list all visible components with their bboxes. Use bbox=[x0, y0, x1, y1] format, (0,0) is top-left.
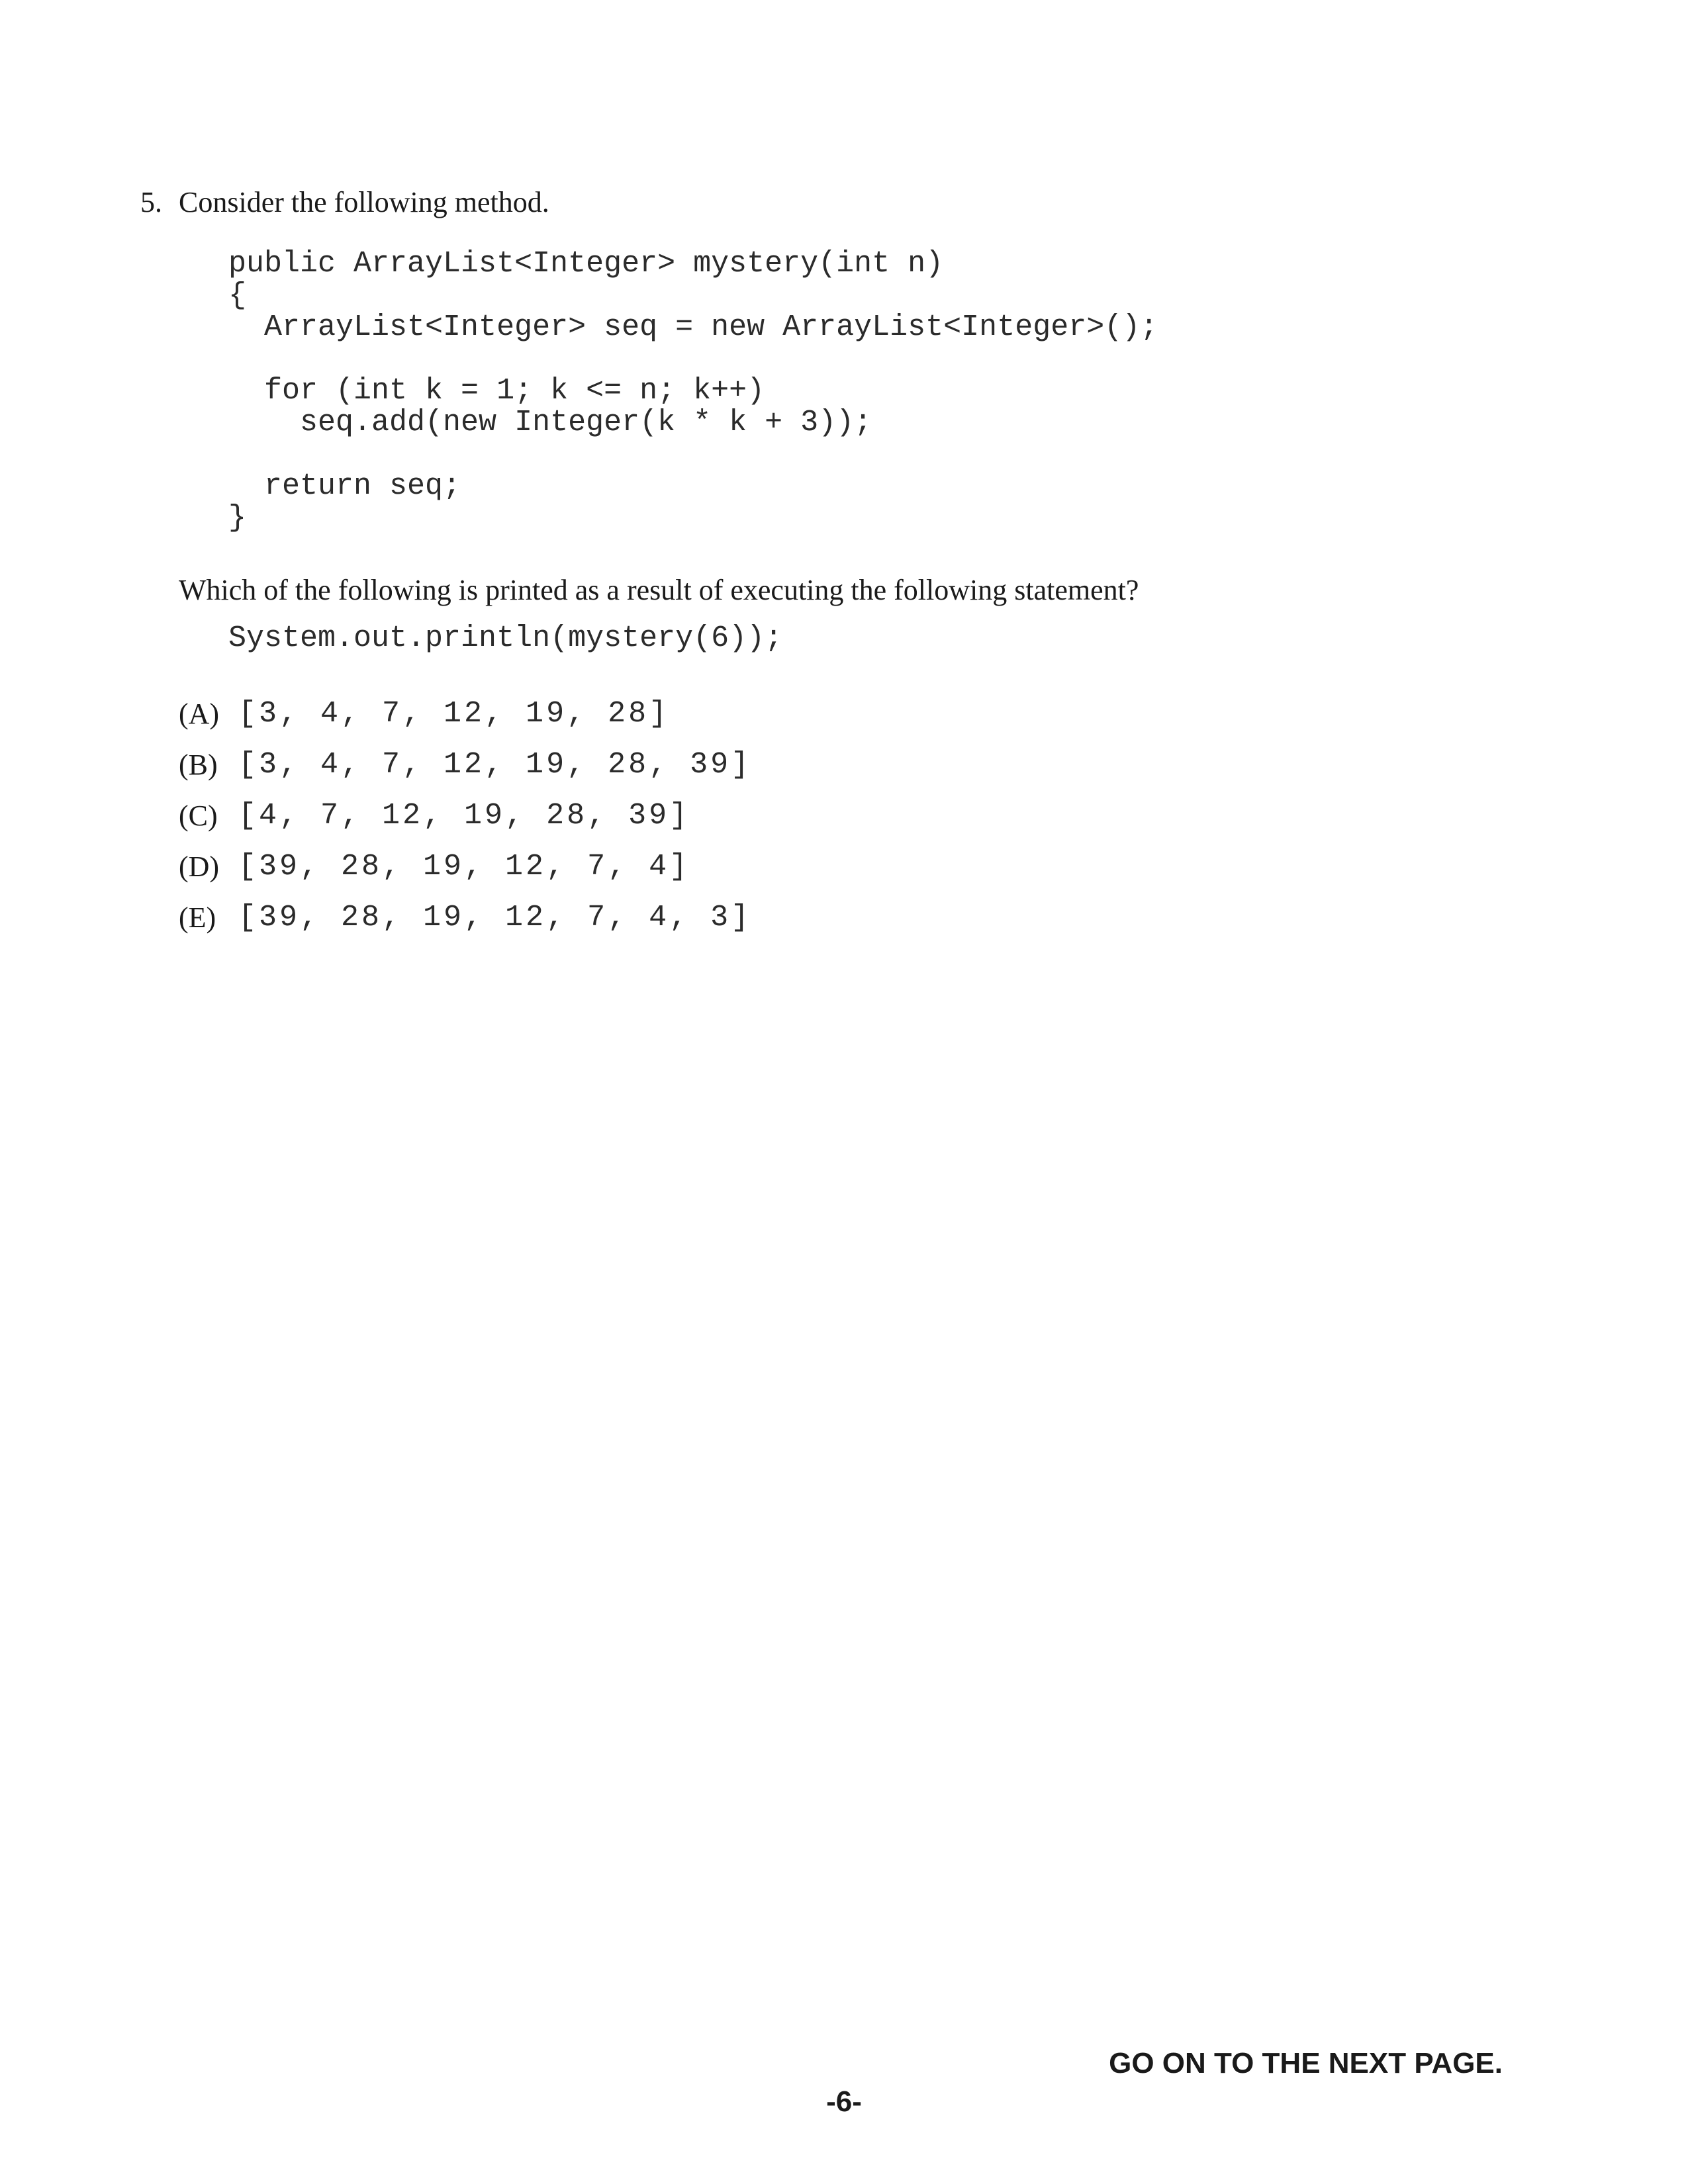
choice-value: [39, 28, 19, 12, 7, 4] bbox=[238, 850, 690, 884]
code-line: ArrayList<Integer> seq = new ArrayList<Integer>(); bbox=[228, 310, 1158, 344]
question-prompt: Which of the following is printed as a result of executing the following statement? bbox=[179, 574, 1139, 606]
choice-e[interactable] bbox=[179, 892, 751, 943]
code-line: return seq; bbox=[228, 469, 461, 503]
choice-b[interactable] bbox=[179, 739, 751, 790]
choice-label: (C) bbox=[179, 799, 218, 832]
choice-value: [39, 28, 19, 12, 7, 4, 3] bbox=[238, 901, 752, 934]
code-line: } bbox=[228, 501, 247, 535]
page-number: -6- bbox=[826, 2085, 862, 2118]
choice-c[interactable] bbox=[179, 790, 751, 841]
choice-value: [3, 4, 7, 12, 19, 28, 39] bbox=[238, 748, 752, 782]
choice-d[interactable] bbox=[179, 841, 751, 892]
code-line bbox=[228, 343, 1158, 375]
code-line: for (int k = 1; k <= n; k++) bbox=[228, 374, 765, 408]
choice-label: (D) bbox=[179, 850, 220, 883]
code-statement: System.out.println(mystery(6)); bbox=[228, 621, 783, 655]
choice-label: (A) bbox=[179, 698, 220, 730]
choice-value: [4, 7, 12, 19, 28, 39] bbox=[238, 799, 690, 833]
code-line: seq.add(new Integer(k * k + 3)); bbox=[228, 406, 872, 439]
code-line: public ArrayList<Integer> mystery(int n) bbox=[228, 247, 944, 281]
code-block bbox=[228, 248, 1158, 534]
choice-a[interactable] bbox=[179, 688, 751, 739]
choice-label: (E) bbox=[179, 901, 216, 934]
choice-value: [3, 4, 7, 12, 19, 28] bbox=[238, 697, 670, 731]
answer-choices bbox=[179, 688, 751, 943]
question-intro: Consider the following method. bbox=[179, 186, 549, 218]
code-line bbox=[228, 439, 1158, 471]
question-number: 5. bbox=[140, 186, 162, 218]
choice-label: (B) bbox=[179, 749, 218, 781]
next-page-notice: GO ON TO THE NEXT PAGE. bbox=[1109, 2047, 1503, 2079]
code-line: { bbox=[228, 279, 247, 312]
